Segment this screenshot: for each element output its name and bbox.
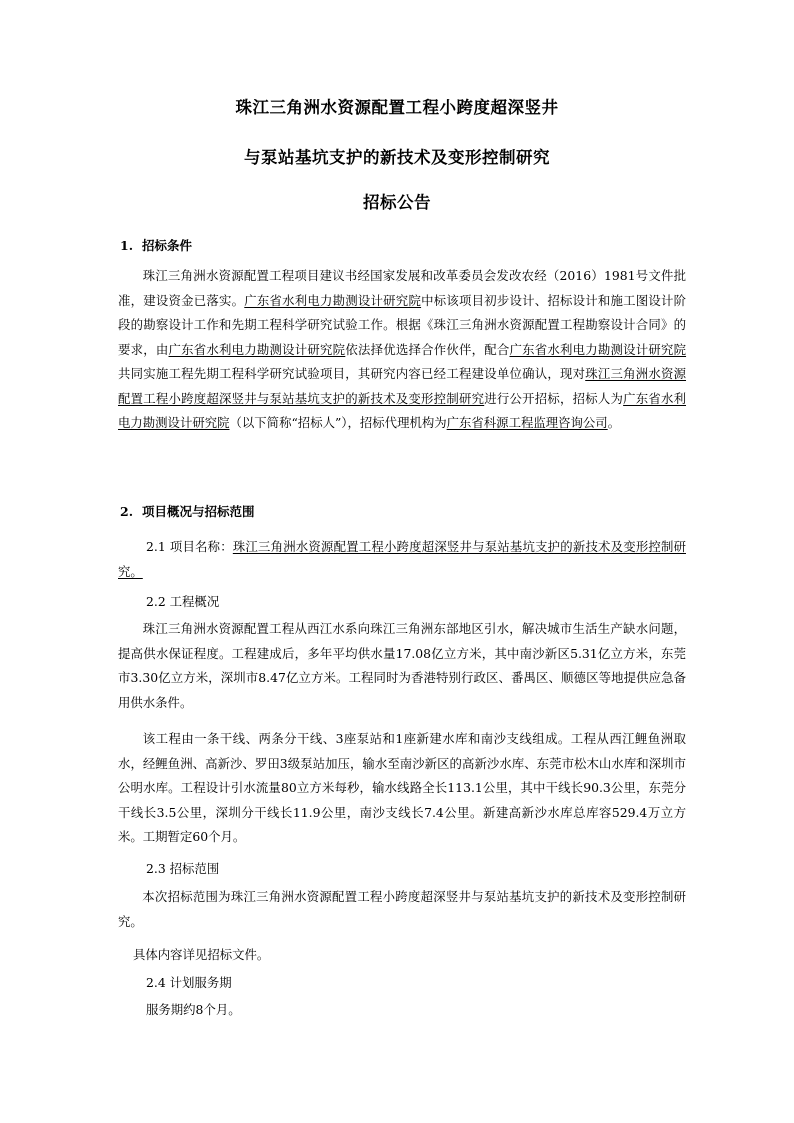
text-run: 进行公开招标，招标人为 xyxy=(484,390,624,406)
project-name-value: 珠江三角洲水资源配置工程小跨度超深竖井与泵站基坑支护的新技术及变形控制研究。 xyxy=(118,539,686,579)
section-2-2-heading: 2.2 工程概况 xyxy=(146,594,220,609)
text-run: 依法择优选择合作伙伴，配合 xyxy=(345,341,510,357)
text-run: 中标该项目初步设计、招标设计和施工图设计阶段的勘察设计工作和先期工程科学研究试验工作。根据《珠江三角洲水资源配置工程勘察设计合同》的要求，由 xyxy=(118,292,687,357)
section-2-heading xyxy=(120,502,255,520)
text-run: 珠江三角洲水资源配置工程项目建议书经国家发展和改革委员会发改农经（2016）1981号文件批准，建设资金已落实。 xyxy=(118,268,686,308)
section-1-number: 1. xyxy=(120,238,134,253)
section-2-2-paragraph-1: 珠江三角洲水资源配置工程从西江水系向珠江三角洲东部地区引水，解决城市生活生产缺水问题，提高供水保证程度。工程建成后，多年平均供水量17.08亿立方米，其中南沙新区5.31亿立方米，东莞市3.30亿立方米，深圳市8.47亿立方米。工程同时为香港特别行政区、番禺区、顺德区等地提供应急备用供水条件。 xyxy=(118,621,686,710)
scope-text: 本次招标范围为珠江三角洲水资源配置工程小跨度超深竖井与泵站基坑支护的新技术及变形控制研究。 xyxy=(118,889,686,929)
section-2-title: 项目概况与招标范围 xyxy=(142,504,255,519)
text-run: 共同实施工程先期工程科学研究试验项目，其研究内容已经工程建设单位确认，现对 xyxy=(118,366,586,381)
subsection-label: 2.1 项目名称： xyxy=(146,539,233,554)
underlined-text-run: 广东省科源工程监理咨询公司 xyxy=(446,415,608,430)
section-2-4-heading: 2.4 计划服务期 xyxy=(146,975,232,990)
section-2-number: 2. xyxy=(120,504,134,519)
section-1-paragraph xyxy=(118,264,686,436)
document-title-line-3: 招标公告 xyxy=(363,193,431,212)
section-2-4-paragraph: 服务期约8个月。 xyxy=(146,1002,241,1017)
section-1-title: 招标条件 xyxy=(142,238,193,253)
text-run: （以下简称“招标人”），招标代理机构为 xyxy=(229,415,447,430)
section-2-3-paragraph-2: 具体内容详见招标文件。 xyxy=(133,947,270,962)
section-1-heading xyxy=(120,236,192,254)
text-run: 。 xyxy=(607,415,621,430)
section-2-3-paragraph-1 xyxy=(118,885,686,934)
section-2-2-paragraph-2: 该工程由一条干线、两条分干线、3座泵站和1座新建水库和南沙支线组成。工程从西江鲤鱼洲取水，经鲤鱼洲、高新沙、罗田3级泵站加压，输水至南沙新区的高新沙水库、东莞市松木山水库和深圳市公明水库。工程设计引水流量80立方米每秒，输水线路全长113.1公里，其中干线长90.3公里，东莞分干线长3.5公里，深圳分干线长11.9公里，南沙支线长7.4公里。新建高新沙水库总库容529.4万立方米。工期暂定60个月。 xyxy=(118,731,686,844)
underlined-text-run: 广东省水利电力勘测设计研究院 xyxy=(168,341,346,357)
document-title-line-2: 与泵站基坑支护的新技术及变形控制研究 xyxy=(244,148,550,167)
section-2-1-project-name xyxy=(118,535,686,584)
underlined-text-run: 广东省水利电力勘测设计研究院 xyxy=(244,292,422,308)
section-2-3-heading: 2.3 招标范围 xyxy=(146,861,220,876)
underlined-text-run: 广东省水利电力勘测设计研究院 xyxy=(118,390,687,430)
underlined-text-run: 广东省水利电力勘测设计研究院 xyxy=(509,341,687,357)
document-title-line-1: 珠江三角洲水资源配置工程小跨度超深竖井 xyxy=(235,98,559,117)
underlined-text-run: 珠江三角洲水资源配置工程小跨度超深竖井与泵站基坑支护的新技术及变形控制研究 xyxy=(118,366,687,406)
